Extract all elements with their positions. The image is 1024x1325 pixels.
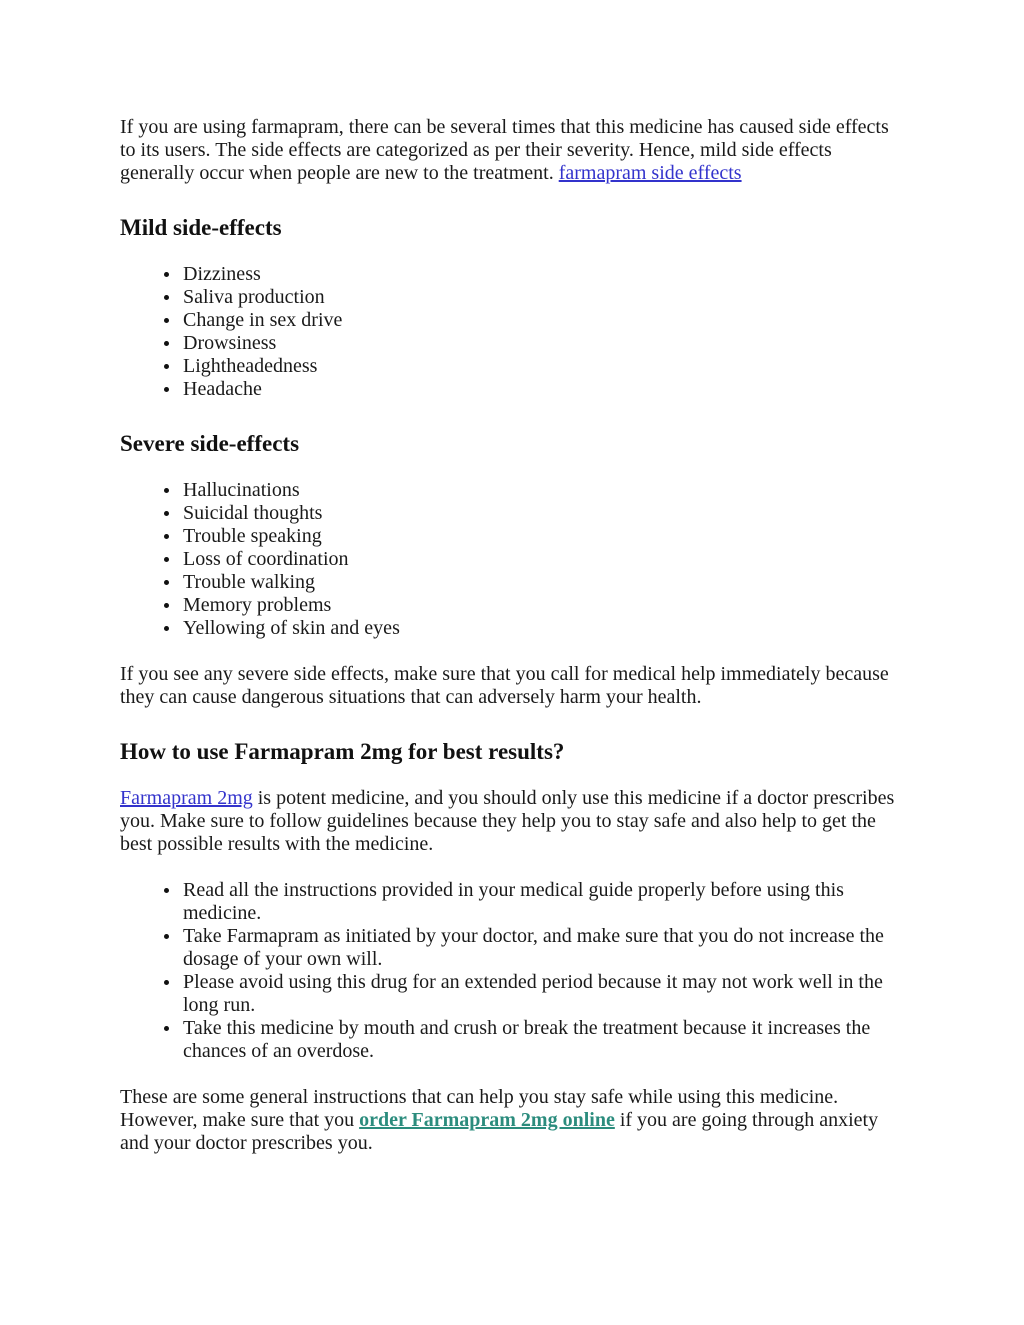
- list-item: • Loss of coordination: [181, 548, 906, 571]
- severe-warning-paragraph: If you see any severe side effects, make sure that you call for medical help immediately because they can cause dangerous situations that can adversely harm your health.: [120, 663, 889, 708]
- usage-paragraph: [120, 787, 906, 856]
- farmapram-side-effects-link[interactable]: farmapram side effects: [558, 162, 742, 184]
- severe-side-effects-list: [120, 479, 906, 640]
- usage-instructions-list: [120, 879, 906, 1063]
- list-item: • Take this medicine by mouth and crush or break the treatment because it increases the chances of an overdose.: [181, 1017, 906, 1063]
- list-item: • Dizziness: [181, 263, 906, 286]
- order-farmapram-online-link[interactable]: order Farmapram 2mg online: [359, 1109, 615, 1131]
- closing-text-before: These are some general instructions that can help you stay safe while using this medicine. However, make sure that you: [120, 1086, 839, 1131]
- list-item: • Yellowing of skin and eyes: [181, 617, 906, 640]
- intro-text: If you are using farmapram, there can be several times that this medicine has caused side effects to its users. The side effects are categorized as per their severity. Hence, mild side effects generally occur when people are new to the treatment.: [120, 116, 889, 184]
- list-item: • Saliva production: [181, 286, 906, 309]
- list-item: • Drowsiness: [181, 332, 906, 355]
- list-item: • Read all the instructions provided in your medical guide properly before using this medicine.: [181, 879, 906, 925]
- list-item: • Trouble speaking: [181, 525, 906, 548]
- farmapram-2mg-link[interactable]: Farmapram 2mg: [120, 787, 253, 809]
- closing-text-after: if you are going through anxiety and your doctor prescribes you.: [120, 1109, 879, 1154]
- how-to-use-heading: How to use Farmapram 2mg for best results?: [120, 739, 565, 764]
- list-item: • Change in sex drive: [181, 309, 906, 332]
- severe-side-effects-heading: Severe side-effects: [120, 431, 300, 456]
- list-item: • Take Farmapram as initiated by your doctor, and make sure that you do not increase the dosage of your own will.: [181, 925, 906, 971]
- list-item: • Memory problems: [181, 594, 906, 617]
- usage-text: is potent medicine, and you should only use this medicine if a doctor prescribes you. Make sure to follow guidelines because they help you to stay safe and also help to get the best possible results with the medicine.: [120, 787, 895, 855]
- mild-side-effects-heading: Mild side-effects: [120, 215, 282, 240]
- intro-paragraph: [120, 116, 906, 185]
- list-item: • Suicidal thoughts: [181, 502, 906, 525]
- list-item: • Please avoid using this drug for an extended period because it may not work well in the long run.: [181, 971, 906, 1017]
- list-item: • Lightheadedness: [181, 355, 906, 378]
- list-item: • Trouble walking: [181, 571, 906, 594]
- mild-side-effects-list: [120, 263, 906, 401]
- list-item: • Hallucinations: [181, 479, 906, 502]
- closing-paragraph: [120, 1086, 906, 1155]
- list-item: • Headache: [181, 378, 906, 401]
